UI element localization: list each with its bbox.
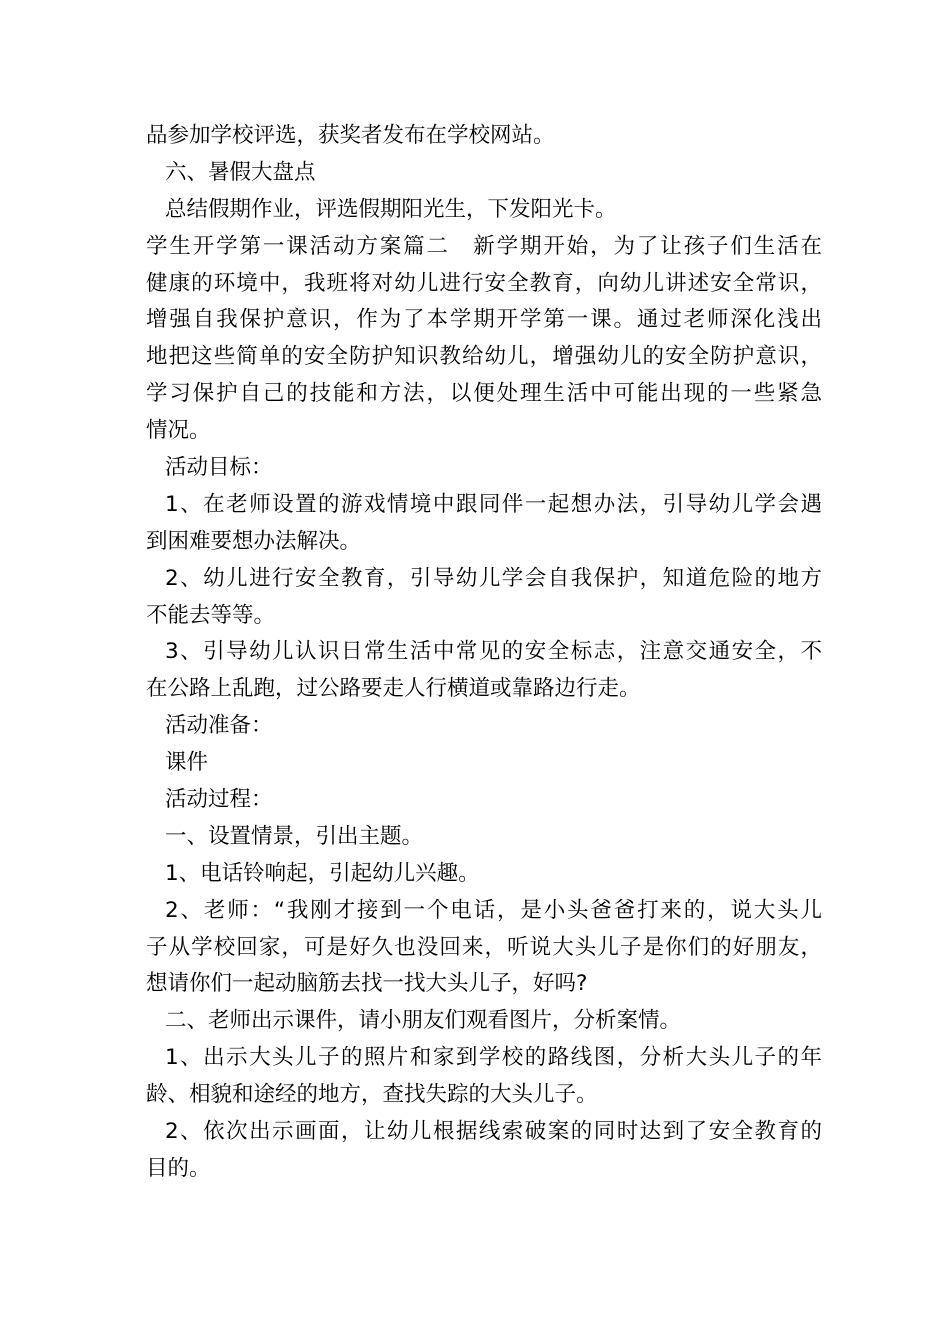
section-heading: 一、设置情景，引出主题。 — [165, 823, 424, 849]
list-item: 2、依次出示画面，让幼儿根据线索破案的同时达到了安全教育的 — [165, 1119, 822, 1145]
text-line: 情况。 — [146, 418, 211, 444]
text-line: 地把这些简单的安全防护知识教给幼儿，增强幼儿的安全防护意识， — [146, 344, 822, 370]
text-line: 子从学校回家，可是好久也没回来，听说大头儿子是你们的好朋友， — [146, 934, 822, 960]
section-heading: 活动准备： — [165, 713, 273, 739]
text-line: 健康的环境中，我班将对幼儿进行安全教育，向幼儿讲述安全常识， — [146, 270, 822, 296]
text-line: 想请你们一起动脑筋去找一找大头儿子，好吗? — [146, 971, 588, 997]
list-item: 2、幼儿进行安全教育，引导幼儿学会自我保护，知道危险的地方 — [165, 565, 822, 591]
section-heading: 二、老师出示课件，请小朋友们观看图片，分析案情。 — [165, 1008, 682, 1034]
list-item: 1、电话铃响起，引起幼儿兴趣。 — [165, 860, 480, 886]
text-line: 品参加学校评选，获奖者发布在学校网站。 — [146, 123, 555, 148]
list-item: 1、在老师设置的游戏情境中跟同伴一起想办法，引导幼儿学会遇 — [165, 491, 822, 517]
text-line: 在公路上乱跑，过公路要走人行横道或靠路边行走。 — [146, 676, 641, 702]
section-heading: 活动过程： — [165, 787, 273, 813]
text-line: 总结假期作业，评选假期阳光生，下发阳光卡。 — [165, 196, 617, 222]
list-item: 3、引导幼儿认识日常生活中常见的安全标志，注意交通安全，不 — [165, 639, 822, 665]
list-item: 2、老师：“我刚才接到一个电话，是小头爸爸打来的，说大头儿 — [165, 897, 822, 923]
text-line: 学习保护自己的技能和方法，以便处理生活中可能出现的一些紧急 — [146, 381, 822, 407]
section-heading: 活动目标： — [165, 455, 273, 481]
text-line: 龄、相貌和途经的地方，查找失踪的大头儿子。 — [146, 1082, 598, 1108]
text-line: 目的。 — [146, 1155, 211, 1181]
text-line: 课件 — [165, 750, 209, 776]
text-line: 增强自我保护意识，作为了本学期开学第一课。通过老师深化浅出 — [146, 307, 822, 333]
text-line: 到困难要想办法解决。 — [146, 528, 362, 554]
list-item: 1、出示大头儿子的照片和家到学校的路线图，分析大头儿子的年 — [165, 1045, 822, 1071]
document-body — [146, 118, 822, 1188]
text-line: 学生开学第一课活动方案篇二 新学期开始，为了让孩子们生活在 — [146, 233, 822, 259]
section-heading: 六、暑假大盘点 — [165, 159, 316, 185]
text-line: 不能去等等。 — [146, 602, 276, 628]
